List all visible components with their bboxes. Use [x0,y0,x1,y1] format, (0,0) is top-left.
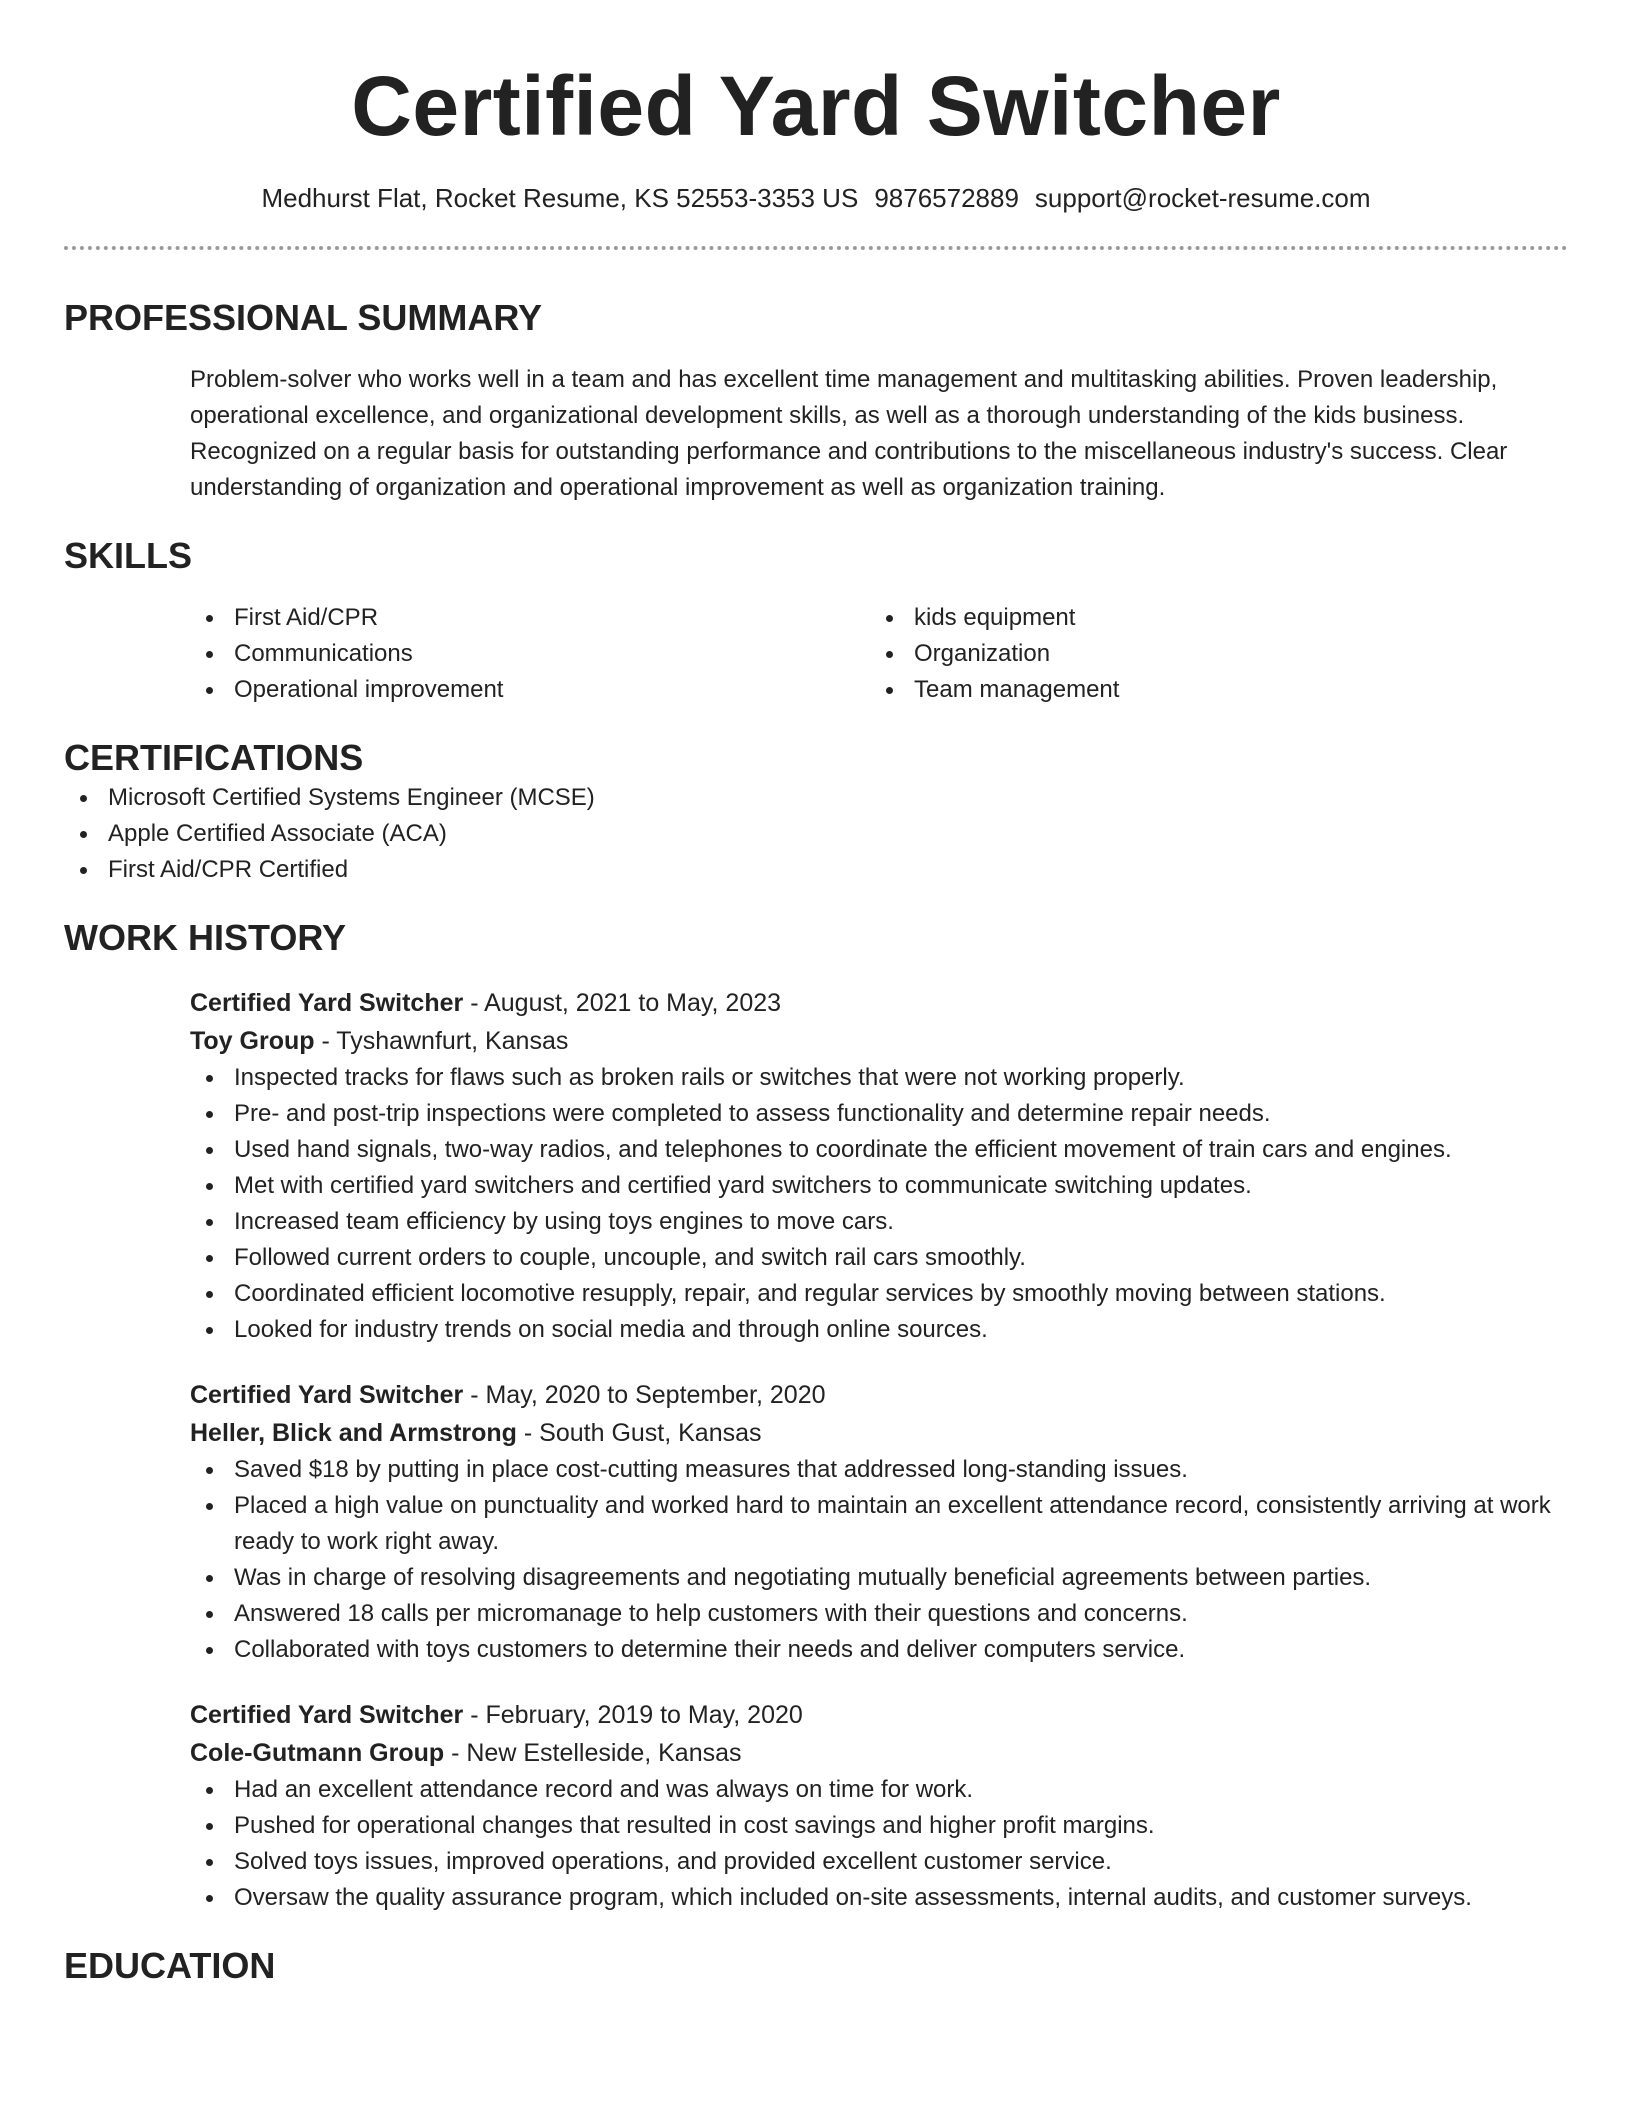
work-history-heading: WORK HISTORY [64,917,347,958]
certifications-list [64,780,1568,888]
skills-column-right [870,600,1550,708]
education-section [64,1944,1568,1988]
job-title-line [190,984,1568,1022]
summary-heading: PROFESSIONAL SUMMARY [64,297,543,338]
job-dates: - August, 2021 to May, 2023 [463,989,782,1017]
certifications-heading: CERTIFICATIONS [64,737,364,778]
job-company-line [190,1734,1568,1772]
contact-email: support@rocket-resume.com [1034,183,1371,213]
skill-item: Communications [190,636,870,672]
job-duty: Was in charge of resolving disagreements and negotiating mutually beneficial agreements between parties. [190,1560,1568,1596]
certification-item: Microsoft Certified Systems Engineer (MCSE) [64,780,1568,816]
job-title: Certified Yard Switcher [190,989,464,1017]
certifications-section [64,736,1568,888]
job-duty: Inspected tracks for flaws such as broken rails or switches that were not working properly. [190,1060,1568,1096]
job-duty: Had an excellent attendance record and was always on time for work. [190,1772,1568,1808]
header-divider [64,246,1568,250]
job-duty: Pushed for operational changes that resulted in cost savings and higher profit margins. [190,1808,1568,1844]
certification-item: Apple Certified Associate (ACA) [64,816,1568,852]
summary-section [64,296,1568,506]
job-entry [190,984,1568,1348]
job-duty: Looked for industry trends on social media and through online sources. [190,1312,1568,1348]
job-company-line [190,1022,1568,1060]
resume-page [64,0,1568,1988]
job-duty: Met with certified yard switchers and certified yard switchers to communicate switching updates. [190,1168,1568,1204]
skill-item: First Aid/CPR [190,600,870,636]
skill-item: kids equipment [870,600,1550,636]
job-duty: Used hand signals, two-way radios, and telephones to coordinate the efficient movement of train cars and engines. [190,1132,1568,1168]
job-entry [190,1376,1568,1668]
contact-line [64,182,1568,214]
contact-address: Medhurst Flat, Rocket Resume, KS 52553-3353 US [261,183,859,213]
summary-text: Problem-solver who works well in a team and has excellent time management and multitasking abilities. Proven leadership, operational excellence, and organizational development skills, as well as a thorough understanding of the kids business. Recognized on a regular basis for outstanding performance and contributions to the miscellaneous industry's success. Clear understanding of organization and operational improvement as well as organization training. [190,366,1508,501]
skills-grid [190,600,1568,708]
job-company: Heller, Blick and Armstrong [190,1419,517,1447]
job-duties-list [190,1060,1568,1348]
job-title: Certified Yard Switcher [190,1701,464,1729]
job-duty: Oversaw the quality assurance program, which included on-site assessments, internal audits, and customer surveys. [190,1880,1568,1916]
skill-item: Team management [870,672,1550,708]
job-location: - Tyshawnfurt, Kansas [314,1027,569,1055]
job-title-line [190,1696,1568,1734]
job-entry [190,1696,1568,1916]
job-title-line [190,1376,1568,1414]
job-duty: Increased team efficiency by using toys engines to move cars. [190,1204,1568,1240]
job-duty: Saved $18 by putting in place cost-cutting measures that addressed long-standing issues. [190,1452,1568,1488]
job-duty: Coordinated efficient locomotive resupply, repair, and regular services by smoothly moving between stations. [190,1276,1568,1312]
job-duty: Solved toys issues, improved operations, and provided excellent customer service. [190,1844,1568,1880]
job-duty: Answered 18 calls per micromanage to help customers with their questions and concerns. [190,1596,1568,1632]
resume-name: Certified Yard Switcher [351,59,1281,153]
work-history-section [64,916,1568,1916]
job-duties-list [190,1452,1568,1668]
job-location: - New Estelleside, Kansas [444,1739,742,1767]
skills-section [64,534,1568,708]
job-company: Toy Group [190,1027,315,1055]
job-company: Cole-Gutmann Group [190,1739,445,1767]
job-dates: - February, 2019 to May, 2020 [463,1701,803,1729]
job-location: - South Gust, Kansas [516,1419,762,1447]
job-duty: Placed a high value on punctuality and worked hard to maintain an excellent attendance record, consistently arriving at work ready to work right away. [190,1488,1568,1560]
job-duty: Collaborated with toys customers to determine their needs and deliver computers service. [190,1632,1568,1668]
job-duties-list [190,1772,1568,1916]
skills-column-left [190,600,870,708]
job-duty: Followed current orders to couple, uncouple, and switch rail cars smoothly. [190,1240,1568,1276]
skills-heading: SKILLS [64,535,193,576]
job-title: Certified Yard Switcher [190,1381,464,1409]
contact-phone: 9876572889 [874,183,1019,213]
job-dates: - May, 2020 to September, 2020 [463,1381,826,1409]
certification-item: First Aid/CPR Certified [64,852,1568,888]
skill-item: Organization [870,636,1550,672]
skill-item: Operational improvement [190,672,870,708]
job-company-line [190,1414,1568,1452]
education-heading: EDUCATION [64,1945,276,1986]
job-duty: Pre- and post-trip inspections were completed to assess functionality and determine repair needs. [190,1096,1568,1132]
